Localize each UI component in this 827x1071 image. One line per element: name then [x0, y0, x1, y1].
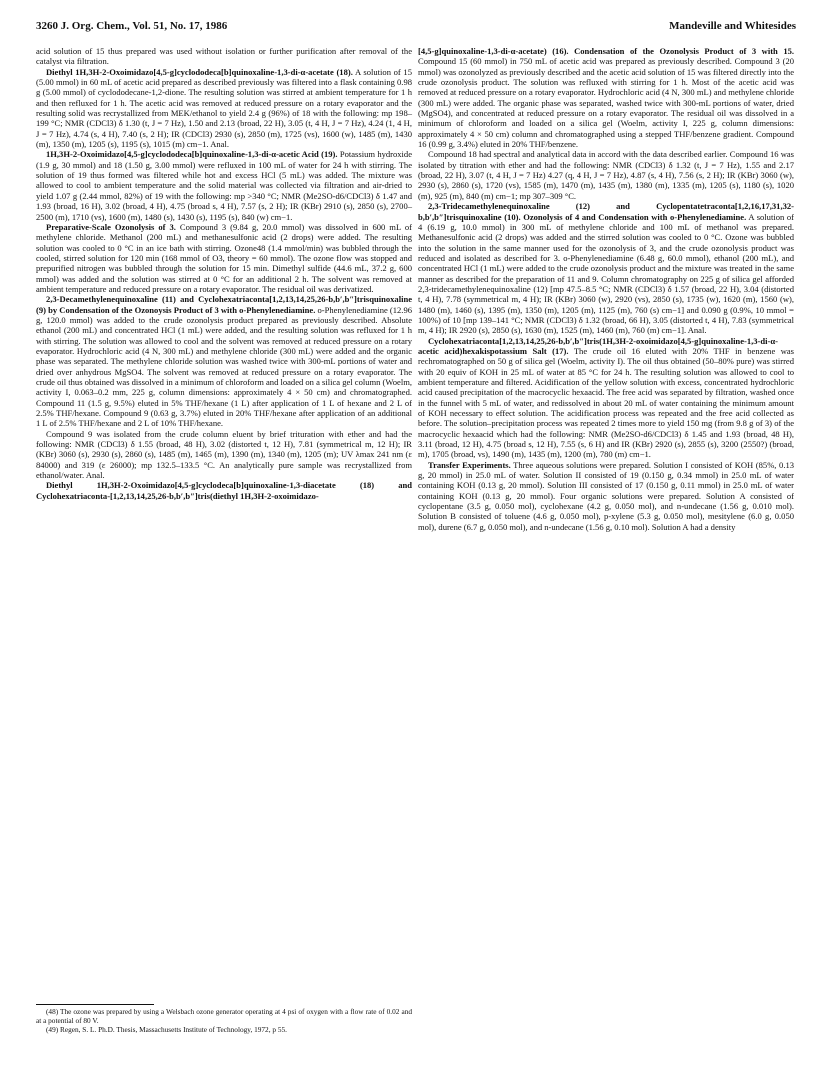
paragraph: [36, 480, 412, 501]
paragraph: Preparative-Scale Ozonolysis of 3. Compound 3 (9.84 g, 20.0 mmol) was dissolved in 600 mL of methylene chloride. Methanol (200 mL) and methanesulfonic acid (2 drops) were added. The resulting solution was cooled to 0 °C in an ice bath with stirring. Ozone48 (1.4 mmol/min) was bubbled through the cooled, stirred solution for 120 min (168 mmol of O3, theory = 60 mmol). The ozone flow was stopped and prepurified nitrogen was bubbled through the solution for 15 min. Dimethyl sulfide (44.6 mL, 37.2 g, 600 mmol) was added and the solution was stirred at 0 °C for an additional 2 h. The solvent was removed at ambient temperature and reduced pressure on a rotary evaporator. The residual oil was derivatized.: [36, 221, 412, 294]
paragraph-heading: Transfer Experiments.: [428, 459, 511, 470]
paragraph: Cyclohexatriaconta[1,2,13,14,25,26-b,b′,b″]tris(1H,3H-2-oxoimidazo[4,5-g]quinoxaline-1,3-di-α-acetic acid)hexakispotassium Salt (17). The crude oil 16 eluted with 20% THF in benzene was rechromatographed on 50 g of silica gel (Woelm, activity I). The oil thus obtained (50–80% pure) was stirred with 20 equiv of KOH in 25 mL of water at 85 °C for 24 h. The resulting solution was allowed to cool to ambient temperature and filtered. Acidification of the yellow solution with excess, concentrated hydrochloric acid caused precipitation of the macrocyclic hexaacid. The free acid was separated by filtration, washed once in the funnel with 5 mL of water, and redissolved in about 20 mL of water containing the minimum amount of KOH necessary to effect solution. The acidification process was repeated and the free acid collected as before. The solution–precipitation process was repeated 2 times more to yield 150 mg (from 9.8 g of 3) of the macrocyclic hexaacid which had the following: NMR (Me2SO-d6/CDCl3) δ 1.45 and 1.93 (broad, 48 H), 3.11 (broad, 12 H), 4.75 (broad s, 12 H), 7.55 (s, 6 H) and IR (KBr) 2920 (s), 2855 (s), 3200 (2550?) (broad, m), 1705 (broad, vs), 1490 (m), 1435 (m), 1200 (m), 780 (m) cm−1.: [418, 335, 794, 460]
paragraph: Transfer Experiments. Three aqueous solutions were prepared. Solution I consisted of KOH (85%, 0.13 g, 20 mmol) in 25.0 mL of water. Solution II consisted of 19 (0.150 g, 0.34 mmol) in 25.0 mL of water containing KOH (0.13 g, 20 mmol). Solution III consisted of 17 (0.150 g, 0.11 mmol) in 25.0 mL of water containing KOH (0.13 g, 20 mmol). Four organic solutions were prepared. Solution A consisted of cyclopentane (3.5 g, 0.050 mol), cyclohexane (4.2 g, 0.050 mol), and n-undecane (1.56 g, 0.010 mol). Solution B consisted of toluene (4.6 g, 0.050 mol), p-xylene (5.3 g, 0.050 mol), mesitylene (6.0 g, 0.050 mol), durene (6.7 g, 0.050 mol), and n-undecane (1.56 g, 0.10 mol). Solution A had a density: [418, 459, 794, 532]
paragraph-heading: Diethyl 1H,3H-2-Oxoimidazo[4,5-g]cyclododeca[b]quinoxaline-1,3-di-α-acetate (18).: [46, 66, 353, 77]
paragraph: 2,3-Tridecamethylenequinoxaline (12) and Cyclopentatetraconta[1,2,16,17,31,32-b,b′,b″]trisquinoxaline (10). Ozonolysis of 4 and Condensation with o-Phenylenediamine. A solution of 4 (6.19 g, 10.0 mmol) in 300 mL of methylene chloride and 100 mL of methanol was prepared. Methanesulfonic acid (2 drops) was added and the stirred solution was cooled to 0 °C. Ozone was bubbled into the solution in the same manner used for the ozonolysis of 3, and the crude ozonolysis product was reduced and isolated as described for 3. o-Phenylenediamine (6.48 g, 60.0 mmol), ethanol (200 mL), and concentrated HCl (1 mL) were added to the crude ozonolysis product and the mixture was treated in the same manner as described for the preparation of 11 and 9. Column chromatography on 225 g of silica gel afforded 2,3-tridecamethylenequinoxaline (12) [mp 47.5–8.5 °C; NMR (CDCl3) δ 1.57 (broad, 22 H), 3.04 (distorted t, 4 H), 7.78 (symmetrical m, 4 H); IR (KBr) 3060 (w), 2920 (vs), 2850 (s), 1735 (w), 1620 (m), 1560 (w), 1480 (m), 1460 (s), 1395 (m), 1350 (m), 1205 (m), 1125 (m), 760 (s) cm−1] and 0.090 g (0.9%, 10 mmol = 100%) of 10 [mp 139–141 °C; NMR (CDCl3) δ 1.32 (broad, 66 H), 3.05 (distorted t, 4 H), 7.83 (symmetrical m, 4 H); IR 2920 (s), 2850 (s), 1630 (m), 1525 (m), 1460 (m), 760 (m) cm−1]. Anal.: [418, 201, 794, 336]
footnote: (48) The ozone was prepared by using a Welsbach ozone generator operating at 4 psi of oxygen with a flow rate of 0.02 and at a potential of 80 V.: [36, 1007, 412, 1025]
paragraph: Compound 9 was isolated from the crude column eluent by brief trituration with ether and had the following: NMR (CDCl3) δ 1.55 (broad, 48 H), 3.02 (distorted t, 12 H), 7.81 (symmetrical m, 12 H); IR (KBr) 3060 (s), 2930 (s), 2860 (s), 1485 (m), 1465 (m), 1390 (m), 1340 (m), 1205 (m); UV λmax 241 nm (ε 84000) and 319 (ε 26000); mp 132.5–133.5 °C. An analytically pure sample was recrystallized from ethanol/water. Anal.: [36, 428, 412, 481]
paragraph-heading: 2,3-Decamethylenequinoxaline (11) and Cyclohexatriaconta[1,2,13,14,25,26-b,b′,b″]trisquinoxaline (9) by Condensation of the Ozonoysis Product of 3 with o-Phenylenediamine.: [36, 294, 412, 315]
right-column: [418, 46, 794, 532]
footnote: (49) Regen, S. L. Ph.D. Thesis, Massachusetts Institute of Technology, 1972, p 55.: [46, 1025, 287, 1035]
paragraph: 2,3-Decamethylenequinoxaline (11) and Cyclohexatriaconta[1,2,13,14,25,26-b,b′,b″]trisquinoxaline (9) by Condensation of the Ozonoysis Product of 3 with o-Phenylenediamine. o-Phenylenediamine (12.96 g, 120.0 mmol) was added to the crude ozonolysis product prepared as previously described. Absolute ethanol (200 mL) and concentrated HCl (1 mL) were added, and the resulting solution was refluxed for 1 h with stirring. The solution was allowed to cool and the solvent was removed at reduced pressure on a rotary evaporator. Hydrochloric acid (4 N, 300 mL) and methylene chloride (300 mL) were added and the organic phase was separated. The methylene chloride solution was washed twice with 300-mL portions of water and dried over anhydrous MgSO4. The solvent was removed at reduced pressure on a rotary evaporator. The crude oil thus obtained was dissolved in a minimum of chloroform and loaded on a silica gel column (Woelm, activity I, 0.063–0.2 mm, 225 g, column dimensions: approximately 4 × 50 cm) and chromatographed. Compound 11 (1.5 g, 9.5%) eluted in 5% THF/hexane (1 L) after application of 1 L of hexane and 2 L of 2.5% THF/hexane. Compound 9 (0.63 g, 3.7%) eluted in 20% THF/hexane after application of an additional 1 L of 2.5% THF/hexane and 2 L of 10% THF/hexane.: [36, 294, 413, 429]
footnotes: [36, 1008, 412, 1036]
paragraph: 1H,3H-2-Oxoimidazo[4,5-g]cyclododeca[b]quinoxaline-1,3-di-α-acetic Acid (19). Potassium hydroxide (1.9 g, 30 mmol) and 18 (1.50 g, 3.00 mmol) were refluxed in 100 mL of water for 24 h with stirring. The solution of 19 thus formed was filtered while hot and excess HCl (5 mL) was added. The mixture was allowed to cool to ambient temperature and the solid material was collected via filtration and air-dried to yield 1.07 g (2.44 mmol, 82%) of 19 with the following: mp >340 °C; NMR (Me2SO-d6/CDCl3) δ 1.47 and 1.93 (broad, 16 H), 3.02 (broad, 4 H), 4.75 (broad s, 4 H), 7.57 (s, 2 H); IR (KBr) 2910 (s), 2850 (s), 2700–2500 (m), 1710 (vs), 1600 (m), 1480 (s), 1430 (s), 1195 (s), 840 (w) cm−1.: [36, 149, 413, 222]
authors: Mandeville and Whitesides: [669, 20, 796, 32]
paragraph-heading: Preparative-Scale Ozonolysis of 3.: [46, 221, 176, 232]
journal-citation: 3260 J. Org. Chem., Vol. 51, No. 17, 1986: [36, 20, 228, 32]
paragraph: Compound 18 had spectral and analytical data in accord with the data described earlier. Compound 16 was isolated by titration with ether and had the following: NMR (CDCl3) δ 1.32 (t, J = 7 Hz), 1.55 and 2.17 (broad, 22 H), 3.07 (t, 4 H, J = 7 Hz) 4.27 (q, 4 H, J = 7 Hz), 4.87 (s, 4 H), 7.56 (s, 2 H); IR (KBr) 3060 (w), 2930 (s), 2860 (s), 1720 (vs), 1585 (m), 1470 (m), 1435 (m), 1380 (m), 1335 (m), 1205 (s), 1180 (s), 1020 (m), 925 (m), 840 (m) cm−1; mp 307–309 °C.: [418, 149, 794, 201]
paragraph-heading: 2,3-Tridecamethylenequinoxaline (12) and Cyclopentatetraconta[1,2,16,17,31,32-b,b′,b″]trisquinoxaline (10). Ozonolysis of 4 and Condensation with o-Phenylenediamine.: [418, 201, 794, 222]
paragraph: acid solution of 15 thus prepared was used without isolation or further purification after removal of the catalyst via filtration.: [36, 46, 412, 67]
paragraph-heading: 1H,3H-2-Oxoimidazo[4,5-g]cyclododeca[b]quinoxaline-1,3-di-α-acetic Acid (19).: [46, 149, 338, 160]
paragraph-heading: [4,5-g]quinoxaline-1,3-di-α-acetate) (16). Condensation of the Ozonolysis Product of 3 with 15.: [418, 46, 794, 56]
paragraph-heading: Diethyl 1H,3H-2-Oxoimidazo[4,5-g]cyclodeca[b]quinoxaline-1,3-diacetate (18) and Cyclohexatriaconta-[1,2,13,14,25,26-b,b′,b″]tris(diethyl 1H,3H-2-oxoimidazo-: [36, 480, 412, 501]
paragraph: Diethyl 1H,3H-2-Oxoimidazo[4,5-g]cyclododeca[b]quinoxaline-1,3-di-α-acetate (18). A solution of 15 (5.00 mmol) in 60 mL of acetic acid prepared as described previously was filtered into a flask containing 0.98 g (5.00 mmol) of cyclododecane-1,2-dione. The resulting solution was stirred at ambient temperature for 1 h and then refluxed for 1 h. The acetic acid was removed at reduced pressure on a rotary evaporator and the resulting solid was recrystallized from MEK/ethanol to yield 2.4 g (96%) of 18 with the following: mp 198–199 °C; NMR (CDCl3) δ 1.30 (t, J = 7 Hz), 1.50 and 2.13 (broad, 22 H), 3.05 (t, 4 H, J = 7 Hz), 4.24 (1, 4 H, J = 7 Hz), 4.74 (s, 4 H), 7.40 (s, 2 H); IR (CDCl3) 2930 (s), 2850 (m), 1725 (vs), 1600 (w), 1485 (m), 1430 (m), 1350 (m), 1205 (s), 1195 (s), 1015 (m) cm−1. Anal.: [36, 66, 412, 150]
paragraph: [4,5-g]quinoxaline-1,3-di-α-acetate) (16). Condensation of the Ozonolysis Product of 3 with 15. Compound 15 (60 mmol) in 750 mL of acetic acid was prepared as previously described. Compound 3 (20 mmol) was ozonolyzed as previously described and the acetic acid solution of 15 was filtered directly into the crude ozonolysis product. The solution was refluxed with stirring for 1 h. Most of the acetic acid was removed at reduced pressure on a rotary evaporator. Hydrochloric acid (4 N, 300 mL) and methylene chloride (300 mL) were added. The organic phase was separated, washed twice with 300-mL portions of water, dried (MgSO4), and concentrated at reduced pressure on a rotary evaporator. The residual oil was dissolved in a minimum of chloroform and loaded on a silica gel (Woelm, activity I, 225 g, column dimensions: approximately 4 × 50 cm) column and chromatographed using a stepped THF/benzene gradient. Compound 16 (0.99 g, 3.4%) eluted in 20% THF/benzene.: [418, 46, 794, 150]
footnote-divider: [36, 1004, 154, 1005]
running-header: [36, 20, 796, 36]
paragraph-heading: Cyclohexatriaconta[1,2,13,14,25,26-b,b′,b″]tris(1H,3H-2-oxoimidazo[4,5-g]quinoxaline-1,3-di-α-acetic acid)hexakispotassium Salt (17).: [418, 335, 778, 356]
left-column: [36, 46, 412, 501]
